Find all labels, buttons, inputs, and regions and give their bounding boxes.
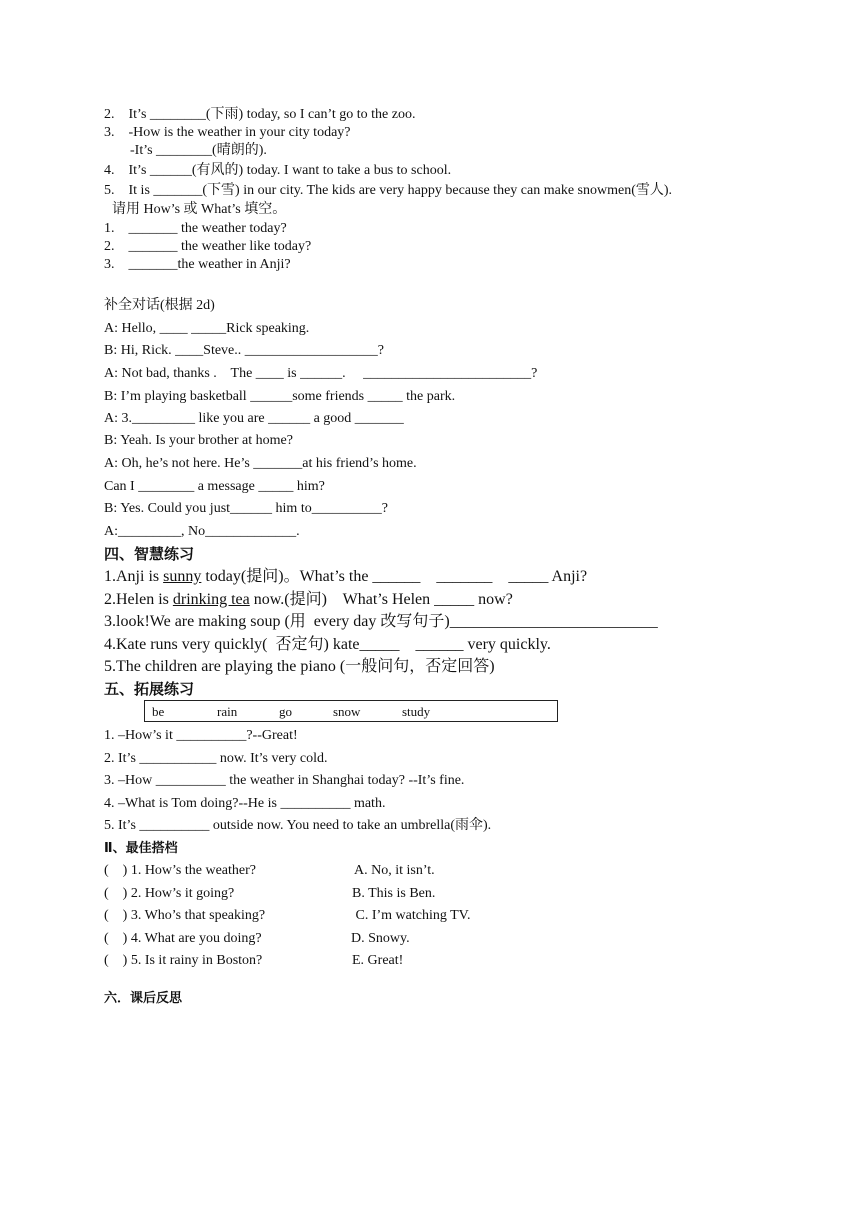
- extension-line: 5. It’s __________ outside now. You need to take an umbrella(雨伞).: [104, 818, 492, 833]
- practice-line-2: [104, 590, 513, 610]
- section-4-heading: 四、智慧练习: [104, 545, 195, 563]
- extension-line: 3. –How __________ the weather in Shanghai today? --It’s fine.: [104, 773, 465, 788]
- dialog-line: A: Oh, he’s not here. He’s _______at his friend’s home.: [104, 456, 417, 471]
- dialog-line: B: Yeah. Is your brother at home?: [104, 433, 293, 448]
- dialog-line: A:_________, No_____________.: [104, 524, 300, 539]
- matching-answer: C. I’m watching TV.: [352, 908, 471, 923]
- fill-line-1: 1. _______ the weather today?: [104, 221, 287, 236]
- dialog-line: A: Not bad, thanks . The ____ is ______. ________________________?: [104, 366, 538, 381]
- practice-line-1-pre: 1.Anji is: [104, 568, 164, 585]
- matching-answer: D. Snowy.: [351, 931, 410, 946]
- section-5-heading: 五、拓展练习: [104, 680, 195, 698]
- matching-answer: E. Great!: [352, 953, 404, 968]
- extension-line: 2. It’s ___________ now. It’s very cold.: [104, 751, 328, 766]
- exercise-line-3: 3. -How is the weather in your city today?: [104, 125, 351, 140]
- extension-line: 1. –How’s it __________?--Great!: [104, 728, 298, 743]
- word-bank-item: go: [279, 704, 292, 719]
- underlined-phrase: drinking tea: [172, 591, 250, 608]
- matching-question: ( ) 4. What are you doing?: [104, 931, 262, 946]
- practice-line-1: [104, 567, 587, 587]
- word-bank-item: rain: [217, 704, 238, 719]
- practice-line-2-pre: 2.Helen is: [104, 591, 173, 608]
- word-bank-item: be: [152, 704, 165, 719]
- underlined-word: sunny: [163, 568, 202, 585]
- dialog-line: B: I’m playing basketball ______some friends _____ the park.: [104, 389, 456, 404]
- matching-question: ( ) 3. Who’s that speaking?: [104, 908, 266, 923]
- extension-line: 4. –What is Tom doing?--He is __________ math.: [104, 796, 386, 811]
- fill-line-3: 3. _______the weather in Anji?: [104, 257, 291, 272]
- dialog-line: Can I ________ a message _____ him?: [104, 479, 325, 494]
- matching-answer: A. No, it isn’t.: [354, 863, 435, 878]
- matching-question: ( ) 1. How’s the weather?: [104, 863, 257, 878]
- matching-heading: Ⅱ、最佳搭档: [104, 841, 178, 856]
- dialog-line: B: Yes. Could you just______ him to__________?: [104, 501, 388, 516]
- dialog-line: B: Hi, Rick. ____Steve.. ___________________?: [104, 343, 384, 358]
- matching-question: ( ) 5. Is it rainy in Boston?: [104, 953, 263, 968]
- fill-instruction: 请用 How’s 或 What’s 填空。: [112, 202, 287, 217]
- dialog-line: A: 3._________ like you are ______ a good _______: [104, 411, 404, 426]
- matching-answer: B. This is Ben.: [352, 886, 436, 901]
- exercise-line-2: 2. It’s ________(下雨) today, so I can’t go to the zoo.: [104, 107, 416, 122]
- dialog-title: 补全对话(根据 2d): [104, 298, 215, 313]
- practice-line-5: 5.The children are playing the piano (一般问句，否定回答): [104, 658, 495, 675]
- word-bank-item: snow: [333, 704, 361, 719]
- exercise-line-5: 5. It is _______(下雪) in our city. The kids are very happy because they can make snowmen(雪人).: [104, 183, 673, 198]
- section-6-heading: 六．课后反思: [104, 991, 183, 1006]
- practice-line-1-post: today(提问)。What’s the ______ _______ _____ Anji?: [201, 568, 588, 585]
- practice-line-4: 4.Kate runs very quickly( 否定句) kate_____ ______ very quickly.: [104, 636, 551, 653]
- practice-line-2-post: now.(提问) What’s Helen _____ now?: [249, 591, 513, 608]
- matching-question: ( ) 2. How’s it going?: [104, 886, 235, 901]
- dialog-line: A: Hello, ____ _____Rick speaking.: [104, 321, 310, 336]
- exercise-line-4: 4. It’s ______(有风的) today. I want to take a bus to school.: [104, 163, 452, 178]
- word-bank-item: study: [402, 704, 431, 719]
- exercise-line-3-answer: -It’s ________(晴朗的).: [130, 143, 267, 158]
- fill-line-2: 2. _______ the weather like today?: [104, 239, 312, 254]
- practice-line-3: 3.look!We are making soup (用 every day 改写句子)__________________________: [104, 613, 658, 630]
- word-bank-box: [144, 700, 558, 722]
